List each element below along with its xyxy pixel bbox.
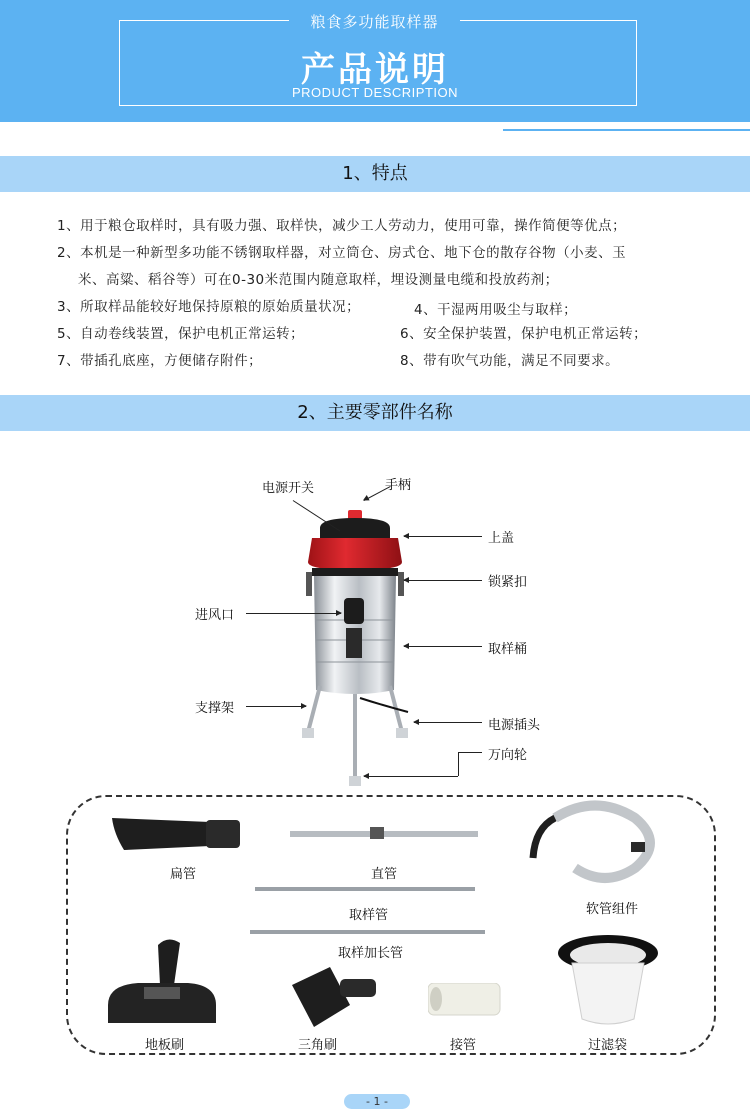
- feature-item-2: 2、本机是一种新型多功能不锈钢取样器，对立筒仓、房式仓、地下仓的散存谷物（小麦、玉: [57, 245, 627, 261]
- straight-tube-illustration: [290, 826, 478, 842]
- label-power-plug: 电源插头: [488, 718, 541, 733]
- triangle-brush-illustration: [290, 965, 380, 1030]
- label-lock-buckle: 锁紧扣: [488, 575, 528, 590]
- page-title: 产品说明: [301, 50, 449, 90]
- leader-caster-bottom: [364, 776, 458, 777]
- lid-part: [308, 538, 402, 570]
- leader-caster-vertical: [458, 752, 459, 776]
- sampler-machine-illustration: [290, 490, 440, 790]
- leader-sample-bucket: [404, 646, 482, 647]
- feature-item-7: 7、带插孔底座，方便储存附件；: [57, 353, 263, 369]
- sampling-extension-illustration: [250, 928, 485, 936]
- label-connector: 接管: [450, 1038, 477, 1053]
- feature-item-6: 6、安全保护装置，保护电机正常运转；: [400, 326, 648, 342]
- leader-air-inlet: [246, 613, 341, 614]
- label-triangle-brush: 三角刷: [298, 1038, 338, 1053]
- header-banner: [0, 0, 750, 122]
- page-number-badge: - 1 -: [344, 1094, 410, 1109]
- floor-brush-illustration: [108, 935, 218, 1030]
- leader-lid: [404, 536, 482, 537]
- leader-lock-buckle: [404, 580, 482, 581]
- leader-power-plug: [414, 722, 482, 723]
- feature-item-5: 5、自动卷线装置，保护电机正常运转；: [57, 326, 305, 342]
- label-sampling-extension: 取样加长管: [338, 946, 404, 961]
- label-caster: 万向轮: [488, 748, 528, 763]
- page-title-english: PRODUCT DESCRIPTION: [292, 85, 458, 100]
- sampling-tube-illustration: [255, 885, 475, 893]
- leader-caster-top: [458, 752, 482, 753]
- label-hose-assembly: 软管组件: [586, 902, 639, 917]
- label-sample-bucket: 取样桶: [488, 642, 528, 657]
- section-heading-parts: 2、主要零部件名称: [0, 395, 750, 431]
- label-floor-brush: 地板刷: [145, 1038, 185, 1053]
- filter-bag-illustration: [556, 933, 660, 1029]
- lock-ring: [312, 568, 398, 576]
- label-filter-bag: 过滤袋: [588, 1038, 628, 1053]
- section-heading-features: 1、特点: [0, 156, 750, 192]
- feature-item-8: 8、带有吹气功能，满足不同要求。: [400, 353, 620, 369]
- motor-cap: [320, 518, 390, 538]
- label-flat-nozzle: 扁管: [170, 867, 197, 882]
- feature-item-2-cont: 米、高粱、稻谷等）可在0-30米范围内随意取样，埋设测量电缆和投放药剂；: [78, 272, 559, 288]
- label-handle: 手柄: [385, 478, 412, 493]
- support-leg-left: [308, 686, 320, 732]
- air-inlet-part: [344, 598, 364, 624]
- feature-item-4: 4、干湿两用吸尘与取样；: [414, 302, 578, 318]
- flat-nozzle-illustration: [110, 814, 245, 854]
- connector-illustration: [428, 983, 502, 1017]
- label-power-switch: 电源开关: [262, 481, 315, 496]
- label-support-frame: 支撑架: [195, 701, 235, 716]
- label-sampling-tube: 取样管: [349, 908, 389, 923]
- decorative-rule: [503, 129, 750, 131]
- feature-item-1: 1、用于粮仓取样时，具有吸力强、取样快，减少工人劳动力，使用可靠，操作简便等优点；: [57, 218, 627, 234]
- power-cable: [360, 698, 408, 712]
- banner-subtitle: 粮食多功能取样器: [310, 13, 439, 31]
- hose-assembly-illustration: [525, 798, 665, 888]
- feature-item-3: 3、所取样品能较好地保持原粮的原始质量状况；: [57, 299, 361, 315]
- label-air-inlet: 进风口: [195, 608, 235, 623]
- label-straight-tube: 直管: [371, 867, 398, 882]
- leader-support-frame: [246, 706, 306, 707]
- label-lid: 上盖: [488, 531, 515, 546]
